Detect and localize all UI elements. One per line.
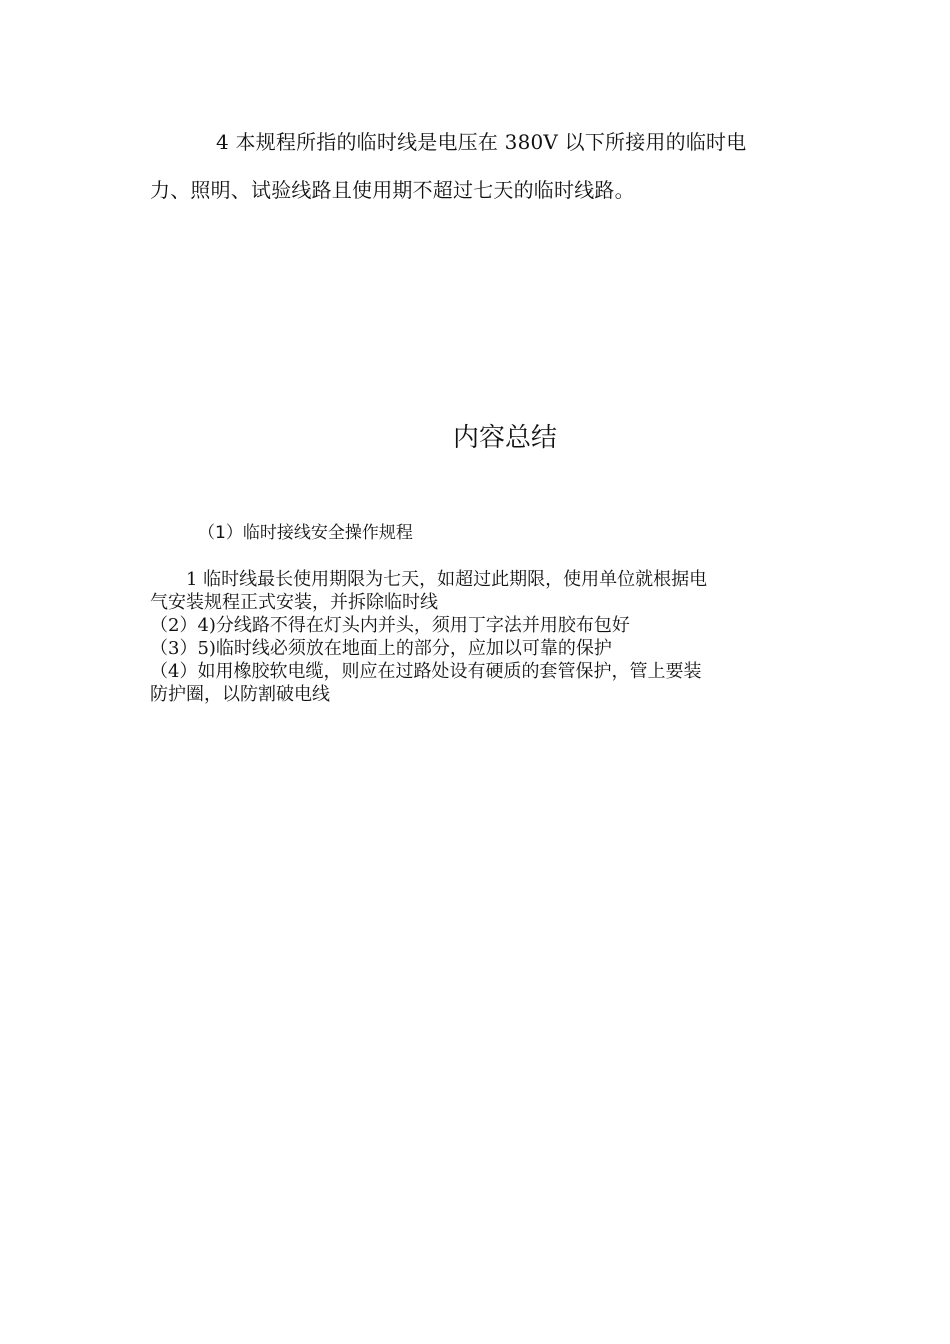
summary-line: 防护圈，以防割破电线 bbox=[150, 684, 330, 705]
summary-subtitle: （1）临时接线安全操作规程 bbox=[198, 523, 413, 543]
summary-line: （2）4)分线路不得在灯头内并头，须用丁字法并用胶布包好 bbox=[150, 615, 630, 636]
summary-line: （3）5)临时线必须放在地面上的部分，应加以可靠的保护 bbox=[150, 638, 612, 659]
summary-line bbox=[150, 568, 800, 591]
intro-line-1 bbox=[150, 118, 800, 166]
intro-line-2: 力、照明、试验线路且使用期不超过七天的临时线路。 bbox=[150, 178, 635, 202]
summary-title: 内容总结 bbox=[452, 423, 557, 453]
summary-line-text: 1 临时线最长使用期限为七天，如超过此期限，使用单位就根据电 bbox=[186, 569, 708, 590]
intro-paragraph bbox=[150, 118, 800, 214]
summary-line: 气安装规程正式安装，并拆除临时线 bbox=[150, 592, 438, 613]
summary-line: （4）如用橡胶软电缆，则应在过路处设有硬质的套管保护，管上要装 bbox=[150, 661, 702, 682]
intro-line-1-text: 4 本规程所指的临时线是电压在 380V 以下所接用的临时电 bbox=[216, 130, 747, 154]
summary-body bbox=[150, 568, 800, 706]
